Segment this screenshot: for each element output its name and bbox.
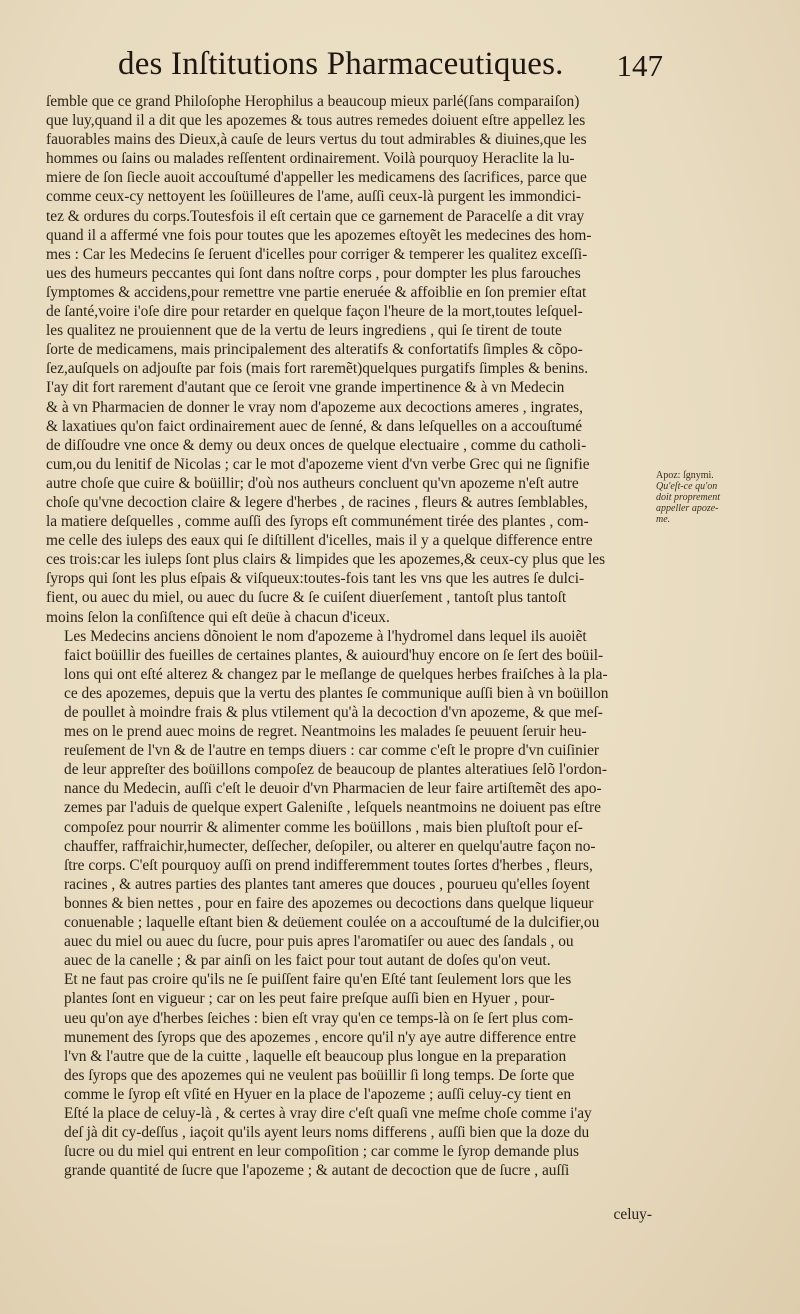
text-line: de ſanté,voire i'oſe dire pour retarder en quelque façon l'heure de la mort,toutes leſquel- [46, 303, 583, 321]
text-line: conuenable ; laquelle eſtant bien & deüement coulée on a accouſtumé de la dulcifier,ou [64, 914, 600, 932]
text-line: grande quantité de ſucre que l'apozeme ; & autant de decoction que de ſucre , auſſi [64, 1162, 570, 1180]
text-line: les qualitez ne prouiennent que de la vertu de leurs ingrediens , qui ſe tirent de toute [46, 322, 562, 340]
text-line: miere de ſon ſiecle auoit accouſtumé d'appeller les medicamens des ſacrifices, parce que [46, 169, 587, 187]
marginal-note-line: Apoz: ſgnymi. [656, 470, 714, 481]
text-line: ſez,auſquels on adjouſte par fois (mais fort raremẽt)quelques purgatifs ſimples & benins. [46, 360, 589, 378]
paragraph-2 [46, 627, 654, 1181]
text-line: faict boüillir des fueilles de certaines plantes, & auiourd'huy encore on ſe ſert des boüil- [64, 646, 604, 664]
text-line: des ſyrops que des apozemes qui ne veulent pas boüillir ſi long temps. De ſorte que [64, 1066, 575, 1084]
text-line: mes : Car les Medecins ſe ſeruent d'icelles pour corriger & temperer les qualitez exceſſi- [46, 245, 588, 263]
text-line: autre choſe que cuire & boüillir; d'où nos autheurs concluent qu'vn apozeme n'eſt autre [46, 474, 579, 492]
marginal-note [656, 470, 748, 525]
running-title: des Inſtitutions Pharmaceutiques. [118, 46, 564, 82]
text-line: munement des ſyrops que des apozemes , encore qu'il n'y aye autre difference entre [64, 1028, 577, 1046]
text-line: moins ſelon la conſiſtence qui eſt deüe à chacun d'iceux. [46, 608, 390, 626]
text-line: comme ceux-cy nettoyent les ſoüilleures de l'ame, auſſi ceux-là purgent les immondici- [46, 188, 582, 206]
text-line: bonnes & bien nettes , pour en faire des apozemes ou decoctions dans quelque liqueur [64, 894, 594, 912]
text-line: quand il a affermé vne fois pour toutes que les apozemes eſtoyẽt les medecines des hom- [46, 226, 592, 244]
marginal-note-line: me. [656, 514, 671, 525]
marginal-note-line: appeller apoze- [656, 503, 719, 514]
text-line: me celle des iuleps des eaux qui ſe diſtillent d'icelles, mais il y a quelque difference entre [46, 532, 593, 550]
text-line: ce des apozemes, depuis que la vertu des plantes ſe communique auſſi bien à vn boüillon [64, 684, 609, 702]
text-line: comme le ſyrop eſt vſité en Hyuer en la place de l'apozeme ; auſſi celuy-cy tient en [64, 1085, 572, 1103]
text-line: ces trois:car les iuleps ſont plus clairs & limpides que les apozemes,& ceux-cy plus que les [46, 551, 606, 569]
text-line: chauffer, raffraichir,humecter, deſſecher, deſopiler, ou alterer en quelqu'autre façon no- [64, 837, 596, 855]
text-line: ueu qu'on aye d'herbes ſeiches : bien eſt vray qu'en ce temps-là on ſe ſert plus com- [64, 1009, 574, 1027]
text-line: ſyrops qui ſont les plus eſpais & viſqueux:toutes-fois tant les vns que les autres ſe dulci- [46, 570, 585, 588]
marginal-note-line: Qu'eſt-ce qu'on [656, 481, 718, 492]
text-line: ſorte de medicamens, mais principalement des alteratifs & confortatifs ſimples & cõpo- [46, 341, 583, 359]
text-line: ſtre corps. C'eſt pourquoy auſſi on prend indifferemment toutes ſortes d'herbes , fleurs, [64, 856, 593, 874]
text-line: compoſez pour nourrir & alimenter comme les boüillons , mais bien pluſtoſt pour eſ- [64, 818, 583, 836]
text-line: fient, ou auec du miel, ou auec du ſucre & ſe cuiſent diuerſement , tantoſt plus tantoſt [46, 589, 567, 607]
text-line: Les Medecins anciens dõnoient le nom d'apozeme à l'hydromel dans lequel ils auoiẽt [64, 627, 587, 645]
catchword: celuy- [613, 1206, 652, 1223]
text-line: ues des humeurs peccantes qui ſont dans noſtre corps , pour dompter les plus farouches [46, 264, 581, 282]
text-line: reuſement de l'vn & de l'autre en temps diuers : car comme c'eſt le propre d'vn cuiſinier [64, 742, 600, 760]
text-line: cum,ou du lenitif de Nicolas ; car le mot d'apozeme vient d'vn verbe Grec qui ne ſignifie [46, 455, 590, 473]
text-line: & à vn Pharmacien de donner le vray nom d'apozeme aux decoctions ameres , ingrates, [46, 398, 583, 416]
text-line: ſucre ou du miel qui entrent en leur compoſition ; car comme le ſyrop demande plus [64, 1143, 580, 1161]
text-line: de diſſoudre vne once & demy ou deux onces de quelque electuaire , comme du catholi- [46, 436, 587, 454]
text-line: de leur appreſter des boüillons compoſez de beaucoup de plantes alteratiues ſelõ l'ordon- [64, 761, 607, 779]
body-text [46, 92, 654, 1180]
text-line: lons qui ont eſté alterez & changez par le meſlange de quelques herbes fraiſches à la pla- [64, 665, 608, 683]
text-line: auec de la canelle ; & par ainſi on les faict pour tout autant de doſes qu'on veut. [64, 952, 551, 970]
text-line: deſ jà dit cy-deſſus , iaçoit qu'ils ayent leurs noms differens , auſſi bien que la doze du [64, 1124, 590, 1142]
text-line: zemes par l'aduis de quelque expert Galeniſte , leſquels neantmoins ne doiuent pas eſtre [64, 799, 601, 817]
text-line: de poullet à moindre frais & plus vtilement qu'à la decoction d'vn apozeme, & que meſ- [64, 704, 603, 721]
text-line: tez & ordures du corps.Toutesfois il eſt certain que ce garnement de Paracelſe a dit vray [46, 207, 585, 225]
text-line: la matiere deſquelles , comme auſſi des ſyrops eſt communément tirée des plantes , com- [46, 513, 589, 531]
text-line: choſe qu'vne decoction claire & legere d'herbes , de racines , fleurs & autres ſemblables, [46, 493, 588, 511]
text-line: I'ay dit fort rarement d'autant que ce ſeroit vne grande impertinence & à vn Medecin [46, 379, 565, 397]
text-line: auec du miel ou auec du ſucre, pour puis apres l'aromatiſer ou auec des ſandals , ou [64, 933, 574, 951]
text-line: mes on le prend auec moins de regret. Neantmoins les malades ſe peuuent ſeruir heu- [64, 723, 587, 741]
text-line: Et ne faut pas croire qu'ils ne ſe puiſſent faire qu'en Eſté tant ſeulement lors que les [64, 971, 572, 989]
marginal-note-line: doit proprement [656, 492, 720, 503]
text-line: ſemble que ce grand Philoſophe Herophilus a beaucoup mieux parlé(ſans comparaiſon) [46, 93, 580, 110]
page-header [118, 46, 663, 98]
text-line: ſymptomes & accidens,pour remettre vne partie eneruée & affoiblie en ſon premier eſtat [46, 283, 587, 301]
text-line: que luy,quand il a dit que les apozemes & tous autres remedes doiuent eſtre appellez les [46, 112, 586, 130]
text-line: Eſté la place de celuy-là , & certes à vray dire c'eſt quaſi vne meſme choſe comme i'ay [64, 1104, 592, 1122]
text-line: racines , & autres parties des plantes tant ameres que douces , pourueu qu'elles ſoyent [64, 875, 590, 893]
text-line: l'vn & l'autre que de la cuitte , laquelle eſt beaucoup plus longue en la preparation [64, 1047, 567, 1065]
text-line: fauorables mains des Dieux,à cauſe de leurs vertus du tout admirables & diuines,que les [46, 131, 587, 149]
text-line: plantes ſont en vigueur ; car on les peut faire preſque auſſi bien en Hyuer , pour- [64, 990, 555, 1008]
page-number: 147 [616, 48, 663, 83]
text-line: nance du Medecin, auſſi c'eſt le deuoir d'vn Pharmacien de leur faire artiſtemẽt des apo- [64, 780, 602, 798]
text-line: hommes ou ſains ou malades reſſentent ordinairement. Voilà pourquoy Heraclite la lu- [46, 150, 575, 168]
paragraph-1 [46, 92, 654, 627]
text-line: & laxatiues qu'on faict ordinairement auec de ſenné, & dans leſquelles on a accouſtumé [46, 417, 583, 435]
